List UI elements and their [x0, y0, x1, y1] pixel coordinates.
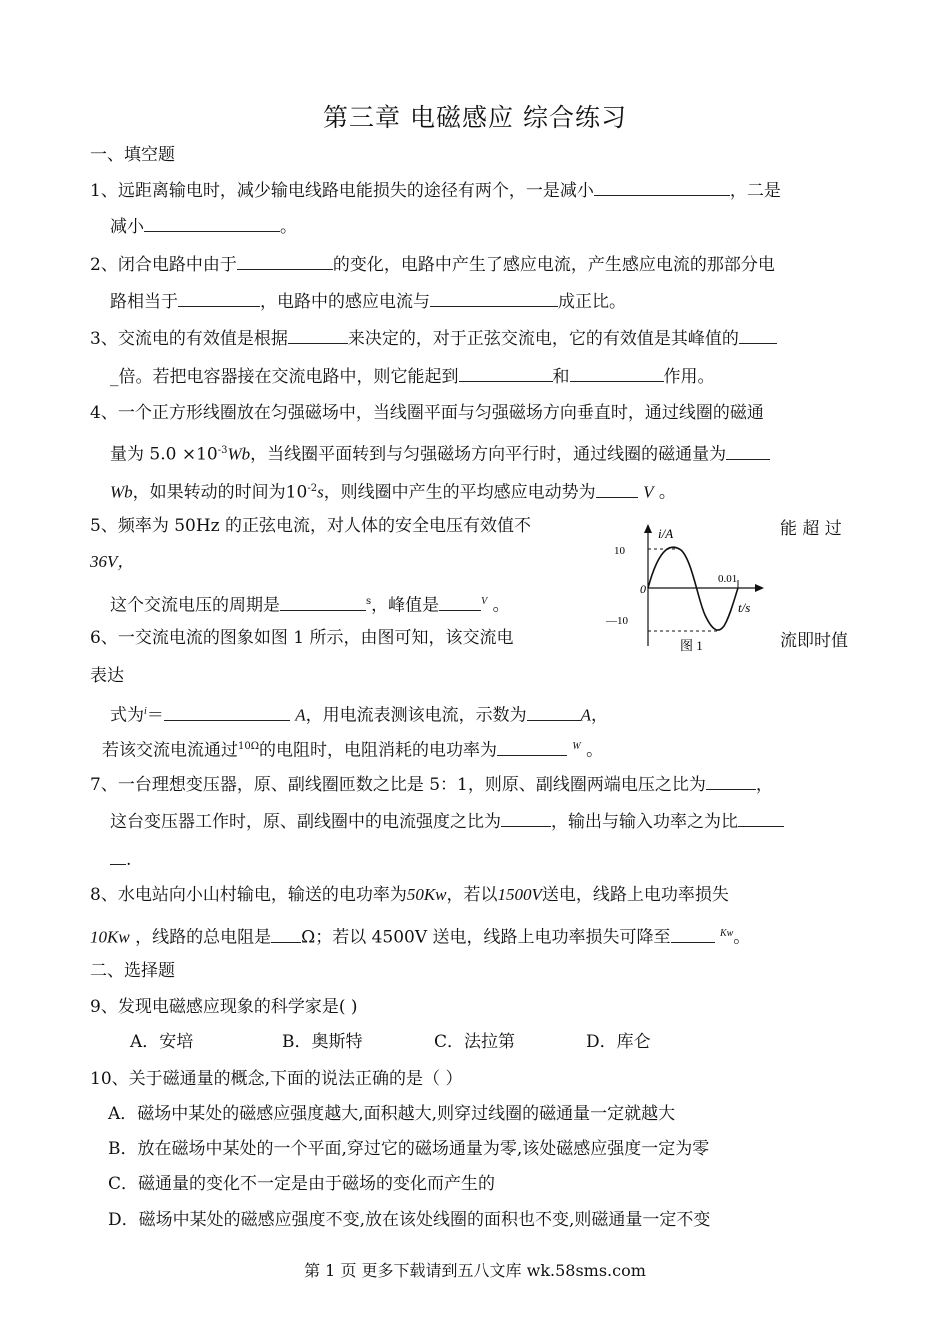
question-6-line1: 6、一交流电流的图象如图 1 所示，由图可知，该交流电 [90, 628, 514, 648]
q6-blank-3[interactable] [497, 738, 567, 756]
q6-blank-1[interactable] [164, 703, 290, 721]
q7-blank-3-cont[interactable] [110, 847, 126, 865]
q8-loss: 10Kw [90, 927, 130, 947]
q2-text-b: 的变化，电路中产生了感应电流，产生感应电流的那部分电 [332, 255, 775, 275]
q4-unit: Wb [227, 444, 251, 464]
q9-option-d[interactable]: D．库仑 [586, 1032, 651, 1052]
question-3-line1 [90, 326, 777, 351]
q7-blank-3[interactable] [738, 809, 784, 827]
question-5-line1: 5、频率为 50Hz 的正弦电流，对人体的安全电压有效值不 [90, 516, 532, 536]
origin-label: 0 [640, 582, 646, 596]
question-6-line1-right: 流即时值 [780, 631, 848, 651]
y-min-label: —10 [606, 615, 628, 627]
q1-text-d: 。 [280, 217, 297, 237]
q7-text-c: 这台变压器工作时，原、副线圈中的电流强度之比为 [110, 812, 501, 832]
q10-option-a[interactable]: A．磁场中某处的磁感应强度越大,面积越大,则穿过线圈的磁通量一定就越大 [108, 1104, 676, 1124]
x-tick-label: 0.01 [718, 573, 738, 585]
question-2-line1 [90, 252, 775, 277]
question-6-line3 [110, 700, 608, 728]
q9-option-a[interactable]: A．安培 [130, 1032, 194, 1052]
q8-blank-1[interactable] [271, 925, 301, 943]
q9-option-b[interactable]: B．奥斯特 [282, 1032, 363, 1052]
q8-text-f: Ω；若以 4500V 送电，线路上电功率损失可降至 [301, 927, 671, 948]
x-axis-arrow [755, 584, 764, 592]
q8-unit-kw: Kw [719, 928, 734, 939]
question-8-line1 [90, 883, 729, 907]
q5-blank-2[interactable] [439, 593, 481, 611]
q5-text-e: 。 [492, 595, 510, 616]
figure-1-ac-current-graph [600, 520, 770, 660]
sine-curve [648, 547, 738, 630]
q4-unit-v: V [643, 482, 654, 502]
q5-blank-1[interactable] [280, 593, 366, 611]
page-footer: 第 1 页 更多下载请到五八文库 wk.58sms.com [304, 1261, 646, 1280]
q1-text-b: ，二是 [729, 181, 781, 201]
q1-text: 1、远距离输电时，减少输电线路电能损失的途径有两个，一是减小 [90, 181, 594, 201]
q10-option-b[interactable]: B．放在磁场中某处的一个平面,穿过它的磁场通量为零,该处磁感应强度一定为零 [108, 1139, 710, 1159]
q3-text: 3、交流电的有效值是根据 [90, 329, 288, 349]
q8-voltage: 1500V [497, 885, 542, 904]
q4-text-c: ，当线圈平面转到与匀强磁场方向平行时，通过线圈的磁通量为 [250, 444, 727, 465]
q6-unit-w: W [572, 741, 581, 752]
q5-text-c: 这个交流电压的周期是 [110, 595, 280, 616]
q6-resistance: 10Ω [238, 741, 260, 752]
q8-text-h: 。 [733, 927, 751, 948]
q7-text-b: ， [755, 775, 773, 795]
section-fill-blank: 一、填空题 [90, 145, 175, 165]
q6-text-g: 的电阻时，电阻消耗的电功率为 [259, 740, 498, 761]
y-axis-label: i/A [658, 526, 674, 541]
question-8-line2 [90, 922, 750, 950]
q4-text-g: 。 [658, 482, 676, 503]
q2-text: 2、闭合电路中由于 [90, 255, 237, 275]
question-7-line2 [110, 809, 784, 834]
q3-blank-3[interactable] [459, 364, 553, 382]
q6-blank-2[interactable] [527, 703, 581, 721]
q8-text-c: 送电，线路上电功率损失 [541, 885, 729, 905]
question-7-line1 [90, 772, 773, 797]
page-title: 第三章 电磁感应 综合练习 [323, 103, 627, 132]
question-1-line1 [90, 178, 781, 203]
y-axis-arrow [644, 524, 652, 533]
q2-text-c: 路相当于 [110, 292, 178, 312]
q6-text-c: 式为 [110, 705, 144, 726]
question-4-line1: 4、一个正方形线圈放在匀强磁场中，当线圈平面与匀强磁场方向垂直时，通过线圈的磁通 [90, 403, 764, 423]
q9-option-c[interactable]: C．法拉第 [434, 1032, 516, 1052]
q2-blank-1[interactable] [237, 252, 333, 270]
q6-text-h: 。 [586, 740, 604, 761]
q10-option-d[interactable]: D．磁场中某处的磁感应强度不变,放在该处线圈的面积也不变,则磁通量一定不变 [108, 1210, 711, 1230]
q3-text-c: _倍。若把电容器接在交流电路中，则它能起到 [110, 367, 459, 387]
q5-text-d: ，峰值是 [371, 595, 440, 616]
q5-unit-s: s [366, 596, 372, 607]
question-6-line4 [102, 735, 603, 763]
q3-blank-2[interactable] [739, 326, 777, 344]
q5-unit-v: V [481, 596, 488, 607]
q7-text-e: . [126, 850, 132, 870]
q6-text-d: ，用电流表测该电流，示数为 [305, 705, 527, 726]
q4-blank-1[interactable] [726, 442, 770, 460]
question-6-line2: 表达 [90, 666, 124, 686]
q7-text: 7、一台理想变压器，原、副线圈匝数之比是 5：1，则原、副线圈两端电压之比为 [90, 775, 706, 795]
q4-text-d: ，如果转动的时间为10 [132, 482, 308, 503]
q4-exp-2: -2 [307, 483, 318, 494]
question-5-line1-right: 能 超 过 [780, 519, 842, 539]
q8-blank-2[interactable] [671, 925, 715, 943]
q8-text-e: ，线路的总电阻是 [135, 927, 272, 948]
q1-blank-1[interactable] [594, 178, 730, 196]
q6-var-i: i [144, 706, 147, 717]
q4-exp: -3 [217, 445, 228, 456]
q7-blank-2[interactable] [501, 809, 551, 827]
q1-blank-2[interactable] [144, 214, 280, 232]
x-axis-label: t/s [738, 600, 751, 615]
q3-blank-4[interactable] [570, 364, 664, 382]
q3-text-b: 来决定的，对于正弦交流电，它的有效值是其峰值的 [347, 329, 739, 349]
question-9-options [130, 1030, 738, 1054]
q6-unit-a2: A [580, 705, 591, 725]
section-multiple-choice: 二、选择题 [90, 961, 175, 981]
q8-text-b: ，若以 [446, 885, 498, 905]
q3-text-d: 和 [552, 367, 570, 387]
q7-text-d: ，输出与输入功率之为比 [551, 812, 738, 832]
q4-value: 量为 5.0 ×10 [110, 444, 218, 465]
q6-text-e: ， [590, 705, 608, 726]
q8-text: 8、水电站向小山村输电，输送的电功率为 [90, 885, 407, 905]
question-2-line2 [110, 289, 626, 314]
question-4-line2 [110, 439, 770, 467]
y-max-label: 10 [614, 545, 625, 557]
q4-text-e: ，则线圈中产生的平均感应电动势为 [323, 482, 596, 503]
question-9-stem: 9、发现电磁感应现象的科学家是( ) [90, 997, 358, 1017]
question-5-line3 [110, 590, 510, 618]
figure-caption: 图 1 [680, 638, 703, 653]
question-4-line3 [110, 477, 676, 505]
q8-power: 50Kw [406, 885, 447, 904]
q1-text-c: 减小 [110, 217, 144, 237]
question-1-line2 [110, 214, 297, 239]
q10-option-c[interactable]: C．磁通量的变化不一定是由于磁场的变化而产生的 [108, 1174, 496, 1194]
question-5-line2: 36V， [90, 552, 135, 571]
question-7-line3 [110, 847, 131, 872]
q7-blank-1[interactable] [706, 772, 756, 790]
question-3-line2 [110, 364, 715, 389]
q4-unit-s: s [317, 482, 324, 502]
q2-text-e: 成正比。 [558, 292, 626, 312]
q2-blank-3[interactable] [430, 289, 558, 307]
q4-blank-2[interactable] [596, 480, 638, 498]
q6-unit-a: A [295, 705, 306, 725]
q3-text-e: 作用。 [663, 367, 715, 387]
question-10-stem: 10、关于磁通量的概念,下面的说法正确的是（ ） [90, 1069, 463, 1089]
q6-eq: ＝ [146, 705, 164, 726]
q2-blank-2[interactable] [178, 289, 260, 307]
q2-text-d: ，电路中的感应电流与 [260, 292, 430, 312]
q6-text-f: 若该交流电流通过 [102, 740, 238, 761]
q3-blank-1[interactable] [288, 326, 348, 344]
q4-unit-2: Wb [110, 482, 133, 502]
